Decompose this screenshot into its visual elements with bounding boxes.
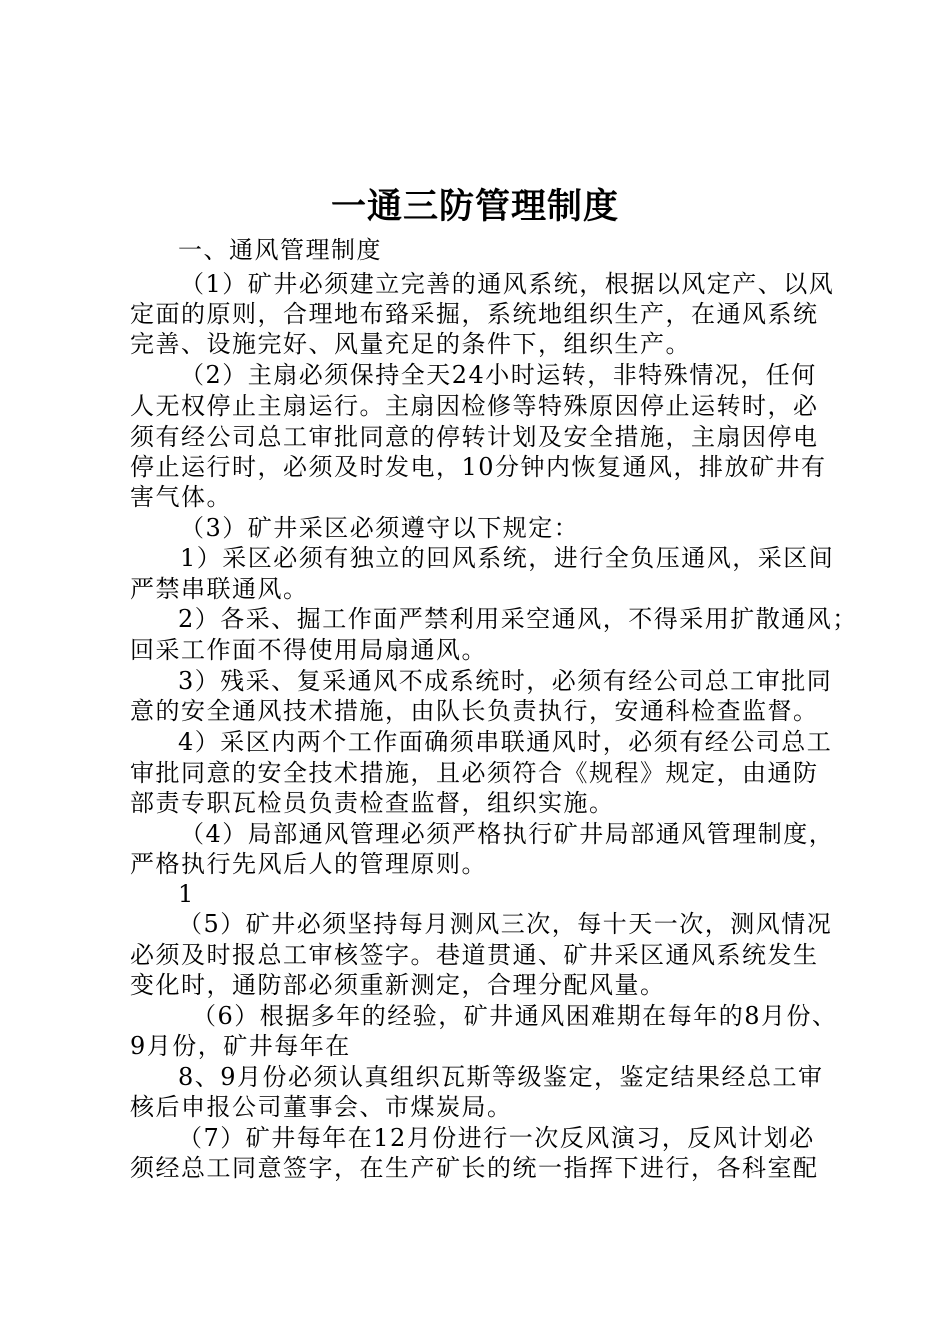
paragraph-line: 必须及时报总工审核签字。巷道贯通、矿井采区通风系统发生 (130, 941, 819, 969)
paragraph-line: 审批同意的安全技术措施，且必须符合《规程》规定，由通防 (130, 759, 819, 787)
page-number: 1 (178, 880, 195, 908)
paragraph-line: 部责专职瓦检员负责检查监督，组织实施。 (130, 789, 615, 817)
paragraph-line: 须有经公司总工审批同意的停转计划及安全措施，主扇因停电 (130, 423, 819, 451)
paragraph-line: 严禁串联通风。 (130, 575, 309, 603)
paragraph-line: （7）矿井每年在12月份进行一次反风演习，反风计划必 (178, 1124, 815, 1152)
paragraph-line: （3）矿井采区必须遵守以下规定： (180, 514, 580, 542)
paragraph-line: 核后申报公司董事会、市煤炭局。 (130, 1093, 513, 1121)
paragraph-line: 害气体。 (130, 483, 232, 511)
paragraph-line: 回采工作面不得使用局扇通风。 (130, 636, 487, 664)
paragraph-line: （1）矿井必须建立完善的通风系统，根据以风定产、以风 (180, 270, 835, 298)
paragraph-line: 3）残采、复采通风不成系统时，必须有经公司总工审批同 (178, 667, 833, 695)
paragraph-line: 4）采区内两个工作面确须串联通风时，必须有经公司总工 (178, 728, 833, 756)
paragraph-line: 意的安全通风技术措施，由队长负责执行，安通科检查监督。 (130, 697, 819, 725)
paragraph-line: （6）根据多年的经验，矿井通风困难期在每年的8月份、 (192, 1002, 838, 1030)
paragraph-line: 9月份，矿井每年在 (130, 1032, 351, 1060)
paragraph-line: （4）局部通风管理必须严格执行矿井局部通风管理制度， (180, 820, 835, 848)
paragraph-line: 停止运行时，必须及时发电，10分钟内恢复通风，排放矿井有 (130, 453, 827, 481)
paragraph-line: 人无权停止主扇运行。主扇因检修等特殊原因停止运转时，必 (130, 392, 819, 420)
paragraph-line: 严格执行先风后人的管理原则。 (130, 850, 487, 878)
paragraph-line: 8、9月份必须认真组织瓦斯等级鉴定，鉴定结果经总工审 (178, 1063, 824, 1091)
paragraph-line: （5）矿井必须坚持每月测风三次，每十天一次，测风情况 (178, 910, 833, 938)
section-heading: 一、通风管理制度 (178, 236, 382, 264)
paragraph-line: 定面的原则，合理地布臵采掘，系统地组织生产，在通风系统 (130, 300, 819, 328)
paragraph-line: 2）各采、掘工作面严禁利用采空通风，不得采用扩散通风； (178, 605, 858, 633)
paragraph-line: 1）采区必须有独立的回风系统，进行全负压通风，采区间 (180, 544, 835, 572)
paragraph-line: 变化时，通防部必须重新测定，合理分配风量。 (130, 971, 666, 999)
paragraph-line: 完善、设施完好、风量充足的条件下，组织生产。 (130, 330, 691, 358)
paragraph-line: 须经总工同意签字，在生产矿长的统一指挥下进行，各科室配 (130, 1154, 819, 1182)
paragraph-line: （2）主扇必须保持全天24小时运转，非特殊情况，任何 (180, 361, 817, 389)
document-title: 一通三防管理制度 (330, 186, 619, 227)
